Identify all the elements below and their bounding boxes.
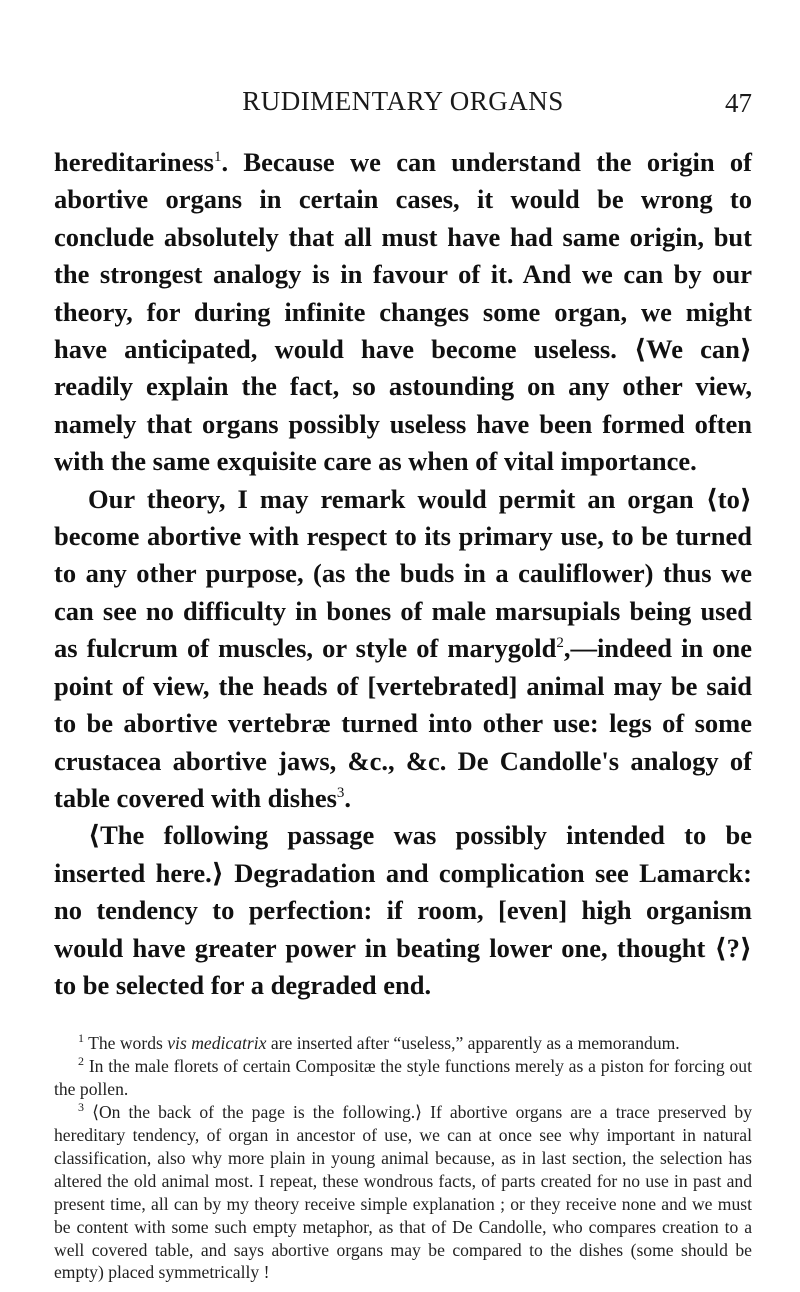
footnote-3 bbox=[54, 1101, 752, 1284]
chapter-title: RUDIMENTARY ORGANS bbox=[242, 86, 564, 116]
paragraph-3: ⟨The following passage was possibly intended to be inserted here.⟩ Degradation and complication see Lamarck: no tendency to perfection: if room, [even] high organism would have greater power in beating lower one, thought ⟨?⟩ to be selected for a degraded end. bbox=[54, 820, 752, 1000]
footnote-ref-2: 2 bbox=[556, 635, 564, 652]
footnote-3-text: ⟨On the back of the page is the following.⟩ If abortive organs are a trace preserved by hereditary tendency, of organ in ancestor of use, we can at once see why important in natural classification, also why more plain in young animal because, as in last section, the selection has altered the old animal most. I repeat, these wondrous facts, of parts created for no use in past and present time, all can by my theory receive simple explanation ; or they receive none and we must be content with some such empty metaphor, as that of De Candolle, who compares creation to a well covered table, and says abortive organs may be compared to the dishes (some should be empty) placed symmetrically ! bbox=[54, 1102, 752, 1283]
paragraph-2-text-a: Our theory, I may remark would permit an organ ⟨to⟩ become abortive with respect to its primary use, to be turned to any other purpose, (as the buds in a cauliflower) thus we can see no difficulty in bones of male marsupials being used as fulcrum of muscles, or style of marygold bbox=[54, 483, 752, 664]
footnotes bbox=[54, 1032, 752, 1284]
paragraph-1-text-a: hereditariness bbox=[54, 147, 214, 177]
footnote-3-number: 3 bbox=[78, 1100, 84, 1115]
footnote-1-number: 1 bbox=[78, 1031, 84, 1046]
footnote-1-text-a: The words bbox=[88, 1033, 168, 1054]
paragraph-1-text-b: . Because we can understand the origin of abortive organs in certain cases, it would be wrong to conclude absolutely that all must have had same origin, but the strongest analogy is in favour of it. And we can by our theory, for during infinite changes some organ, we might have anticipated, would have become useless. ⟨We can⟩ readily explain the fact, so astounding on any other view, namely that organs possibly useless have been formed often with the same exquisite care as when of vital importance. bbox=[54, 147, 752, 477]
page-number: 47 bbox=[725, 88, 752, 118]
footnote-ref-3: 3 bbox=[336, 785, 345, 802]
paragraph-2-text-c: . bbox=[344, 782, 352, 813]
paragraph-1 bbox=[54, 144, 752, 481]
book-page bbox=[54, 86, 752, 1284]
paragraph-2 bbox=[54, 481, 752, 818]
footnote-2-text: In the male florets of certain Compositæ the style functions merely as a piston for forcing out the pollen. bbox=[54, 1056, 752, 1100]
footnote-1-text-b: are inserted after “useless,” apparently as a memorandum. bbox=[266, 1033, 680, 1054]
footnote-1-italic: vis medicatrix bbox=[167, 1033, 267, 1054]
footnote-2 bbox=[54, 1055, 752, 1101]
main-text bbox=[54, 144, 752, 1004]
footnote-2-number: 2 bbox=[78, 1054, 84, 1069]
footnote-ref-1: 1 bbox=[213, 149, 222, 166]
paragraph-2-text-b: ,—indeed in one point of view, the heads of [vertebrated] animal may be said to be abortive vertebræ turned into other use: legs of some crustacea abortive jaws, &c., &c. De Candolle's analogy of table covered with dishes bbox=[54, 633, 753, 813]
running-header bbox=[54, 86, 752, 130]
footnote-1 bbox=[54, 1032, 752, 1055]
